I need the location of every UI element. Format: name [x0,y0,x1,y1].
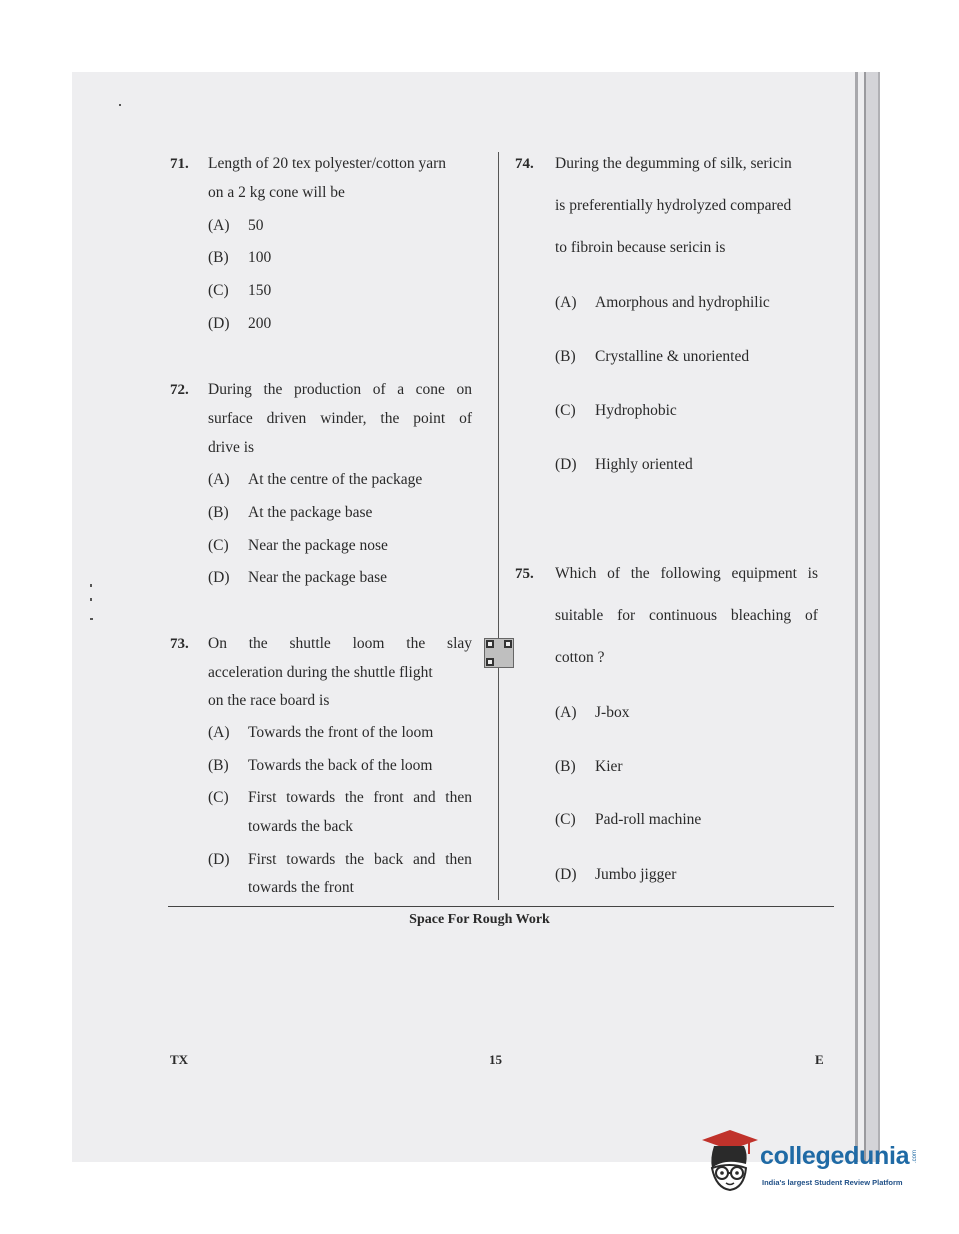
option-text: Amorphous and hydrophilic [595,294,770,311]
word: and [413,789,436,806]
word: equipment [731,565,797,582]
word: a [397,381,405,398]
word: of [805,607,818,624]
question-number: 72. [170,382,189,398]
option-text: 100 [248,249,272,266]
word: for [617,607,636,624]
option-label: (B) [208,504,229,521]
option-label: (C) [208,537,229,554]
word: production [293,381,362,398]
booklet-series: E [815,1052,824,1067]
option-label: (D) [208,315,230,332]
word: the [345,851,365,868]
question-text: During the degumming of silk, sericin [555,155,792,172]
word: the [344,789,364,806]
option-label: (A) [555,294,577,311]
option-text: Jumbo jigger [595,866,677,883]
collegedunia-logo [700,1128,930,1198]
option-label: (D) [208,851,230,868]
word: towards [286,851,336,868]
option-label: (D) [555,456,577,473]
binding-strip [864,72,880,1162]
option-text: towards the back [248,818,354,835]
question-text: to fibroin because sericin is [555,239,726,256]
word: the [630,565,650,582]
word: on [456,381,472,398]
option-text: Highly oriented [595,456,693,473]
word: back [373,851,404,868]
speck [90,584,92,587]
word: then [445,851,472,868]
word: of [372,381,386,398]
word: the [380,410,400,427]
word: Which [555,565,597,582]
option-text: At the package base [248,504,373,521]
option-label: (C) [555,811,576,828]
word: loom [352,635,385,652]
word: and [413,851,436,868]
word: the [263,381,283,398]
option-text: Near the package base [248,569,387,586]
option-label: (B) [208,757,229,774]
word: bleaching [730,607,792,624]
option-text: 200 [248,315,272,332]
question-text: drive is [208,439,255,456]
question-number: 75. [515,566,534,582]
word: of [459,410,472,427]
option-text: J-box [595,704,630,721]
word: of [607,565,620,582]
option-label: (D) [555,866,577,883]
word: then [445,789,472,806]
option-text: 150 [248,282,272,299]
option-label: (B) [208,249,229,266]
word: front [373,789,404,806]
word: shuttle [289,635,331,652]
logo-tagline: India's largest Student Review Platform [762,1178,903,1187]
option-text: towards the front [248,879,354,896]
subject-code: TX [170,1052,189,1067]
option-text: Crystalline & unoriented [595,348,750,365]
question-text: is preferentially hydrolyzed compared [555,197,792,214]
mascot-icon [700,1128,760,1194]
page-number: 15 [489,1052,502,1067]
option-text: Near the package nose [248,537,388,554]
option-label: (B) [555,758,576,775]
word: First [248,789,277,806]
option-label: (C) [555,402,576,419]
word: following [660,565,721,582]
question-number: 73. [170,636,189,652]
speck [90,598,92,601]
option-label: (D) [208,569,230,586]
option-label: (C) [208,282,229,299]
question-text [208,411,472,427]
word: slay [447,635,472,652]
question-text [208,382,472,398]
question-number: 71. [170,156,189,172]
option-text: Pad-roll machine [595,811,702,828]
option-text: Kier [595,758,623,775]
option-text: Towards the back of the loom [248,757,433,774]
question-text: on the race board is [208,692,330,709]
option-text: Hydrophobic [595,402,677,419]
word: the [248,635,268,652]
word: driven [266,410,307,427]
rough-work-label: Space For Rough Work [409,912,550,927]
question-text [555,608,818,624]
option-label: (A) [208,724,230,741]
speck [119,104,121,106]
qr-code-icon [484,638,514,668]
word: winder, [320,410,367,427]
option-text: Towards the front of the loom [248,724,434,741]
option-text: At the centre of the package [248,471,423,488]
option-label: (A) [555,704,577,721]
option-text: 50 [248,217,264,234]
word: continuous [649,607,718,624]
option-label: (C) [208,789,229,806]
logo-com: .com [912,1150,918,1164]
question-text: on a 2 kg cone will be [208,184,345,201]
question-text: cotton ? [555,649,605,666]
word: suitable [555,607,604,624]
option-label: (B) [555,348,576,365]
page-edge-shadow [855,72,858,1162]
question-text: Length of 20 tex polyester/cotton yarn [208,155,447,172]
word: is [807,565,818,582]
question-number: 74. [515,156,534,172]
option-text [248,852,472,868]
speck [90,618,93,620]
word: towards [286,789,336,806]
option-text [248,790,472,806]
word: On [208,635,227,652]
option-label: (A) [208,471,230,488]
logo-wordmark: collegedunia [760,1142,910,1170]
rough-work-rule [168,906,834,907]
word: the [406,635,426,652]
word: First [248,851,277,868]
word: point [413,410,446,427]
option-label: (A) [208,217,230,234]
question-text [208,636,472,652]
word: During [208,381,252,398]
column-divider [498,152,499,900]
word: surface [208,410,253,427]
question-text: acceleration during the shuttle flight [208,664,433,681]
word: cone [415,381,445,398]
question-text [555,566,818,582]
